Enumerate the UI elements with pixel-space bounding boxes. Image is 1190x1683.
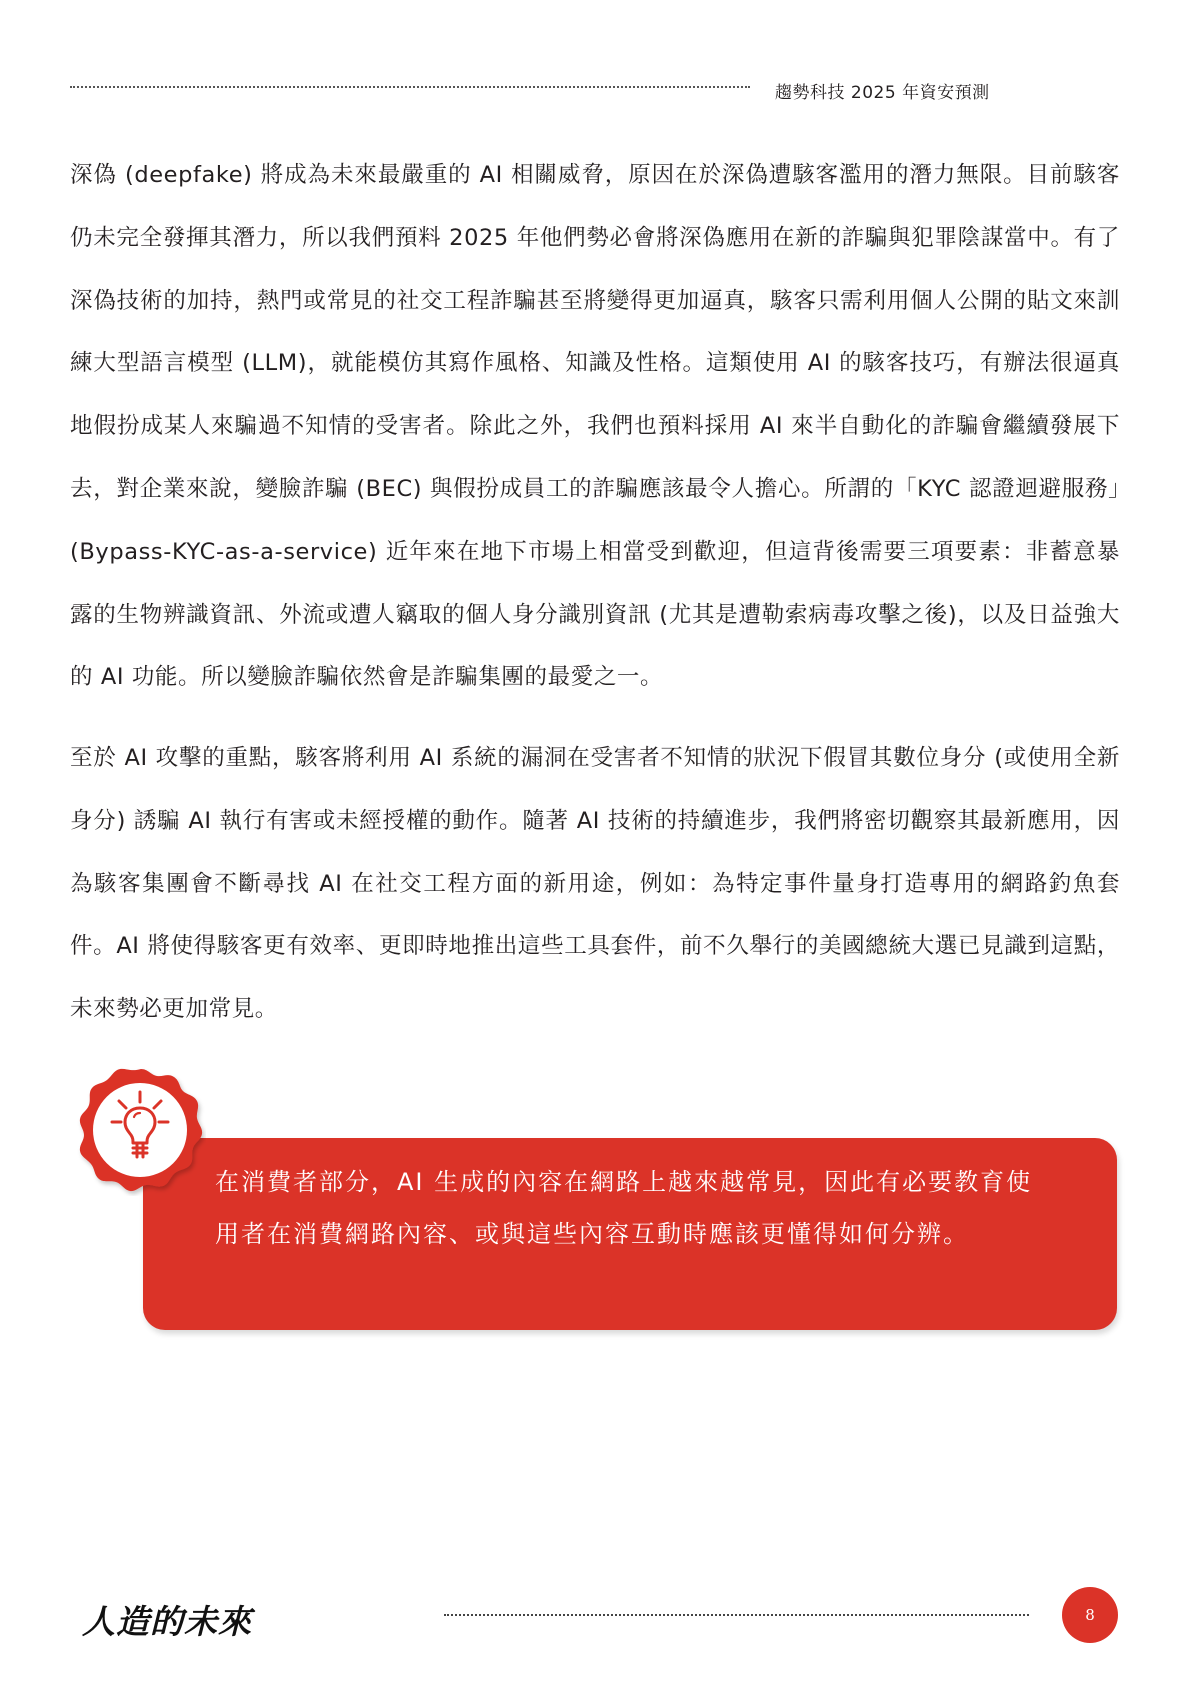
page-number: 8	[1085, 1606, 1095, 1624]
footer-brand-title: 人造的未來	[82, 1602, 252, 1641]
tip-callout-text: 在消費者部分，AI 生成的內容在網路上越來越常見，因此有必要教育使用者在消費網路內容、或與這些內容互動時應該更懂得如何分辨。	[215, 1168, 1033, 1248]
body-paragraph-1: 深偽 (deepfake) 將成為未來最嚴重的 AI 相關威脅，原因在於深偽遭駭客濫用的潛力無限。目前駭客仍未完全發揮其潛力，所以我們預料 2025 年他們勢必會將深偽應用在新的詐騙與犯罪陰謀當中。有了深偽技術的加持，熱門或常見的社交工程詐騙甚至將變得更加逼真，駭客只需利用個人公開的貼文來訓練大型語言模型 (LLM)，就能模仿其寫作風格、知識及性格。這類使用 AI 的駭客技巧，有辦法很逼真地假扮成某人來騙過不知情的受害者。除此之外，我們也預料採用 AI 來半自動化的詐騙會繼續發展下去，對企業來說，變臉詐騙 (BEC) 與假扮成員工的詐騙應該最令人擔心。所謂的「KYC 認證迴避服務」(Bypass-KYC-as-a-service) 近年來在地下市場上相當受到歡迎，但這背後需要三項要素：非蓄意暴露的生物辨識資訊、外流或遭人竊取的個人身分識別資訊 (尤其是遭勒索病毒攻擊之後)，以及日益強大的 AI 功能。所以變臉詐騙依然會是詐騙集團的最愛之一。	[70, 162, 1120, 691]
tip-callout	[143, 1138, 1117, 1330]
page-number-badge	[1062, 1587, 1118, 1643]
footer-dotted-rule	[444, 1614, 1029, 1616]
header-title: 趨勢科技 2025 年資安預測	[775, 83, 990, 103]
header-dotted-rule	[70, 86, 750, 88]
lightbulb-icon	[76, 1066, 206, 1196]
tip-badge	[76, 1066, 206, 1196]
body-paragraph-2: 至於 AI 攻擊的重點，駭客將利用 AI 系統的漏洞在受害者不知情的狀況下假冒其數位身分 (或使用全新身分) 誘騙 AI 執行有害或未經授權的動作。隨著 AI 技術的持續進步，我們將密切觀察其最新應用，因為駭客集團會不斷尋找 AI 在社交工程方面的新用途，例如：為特定事件量身打造專用的網路釣魚套件。AI 將使得駭客更有效率、更即時地推出這些工具套件，前不久舉行的美國總統大選已見識到這點，未來勢必更加常見。	[70, 745, 1120, 1023]
